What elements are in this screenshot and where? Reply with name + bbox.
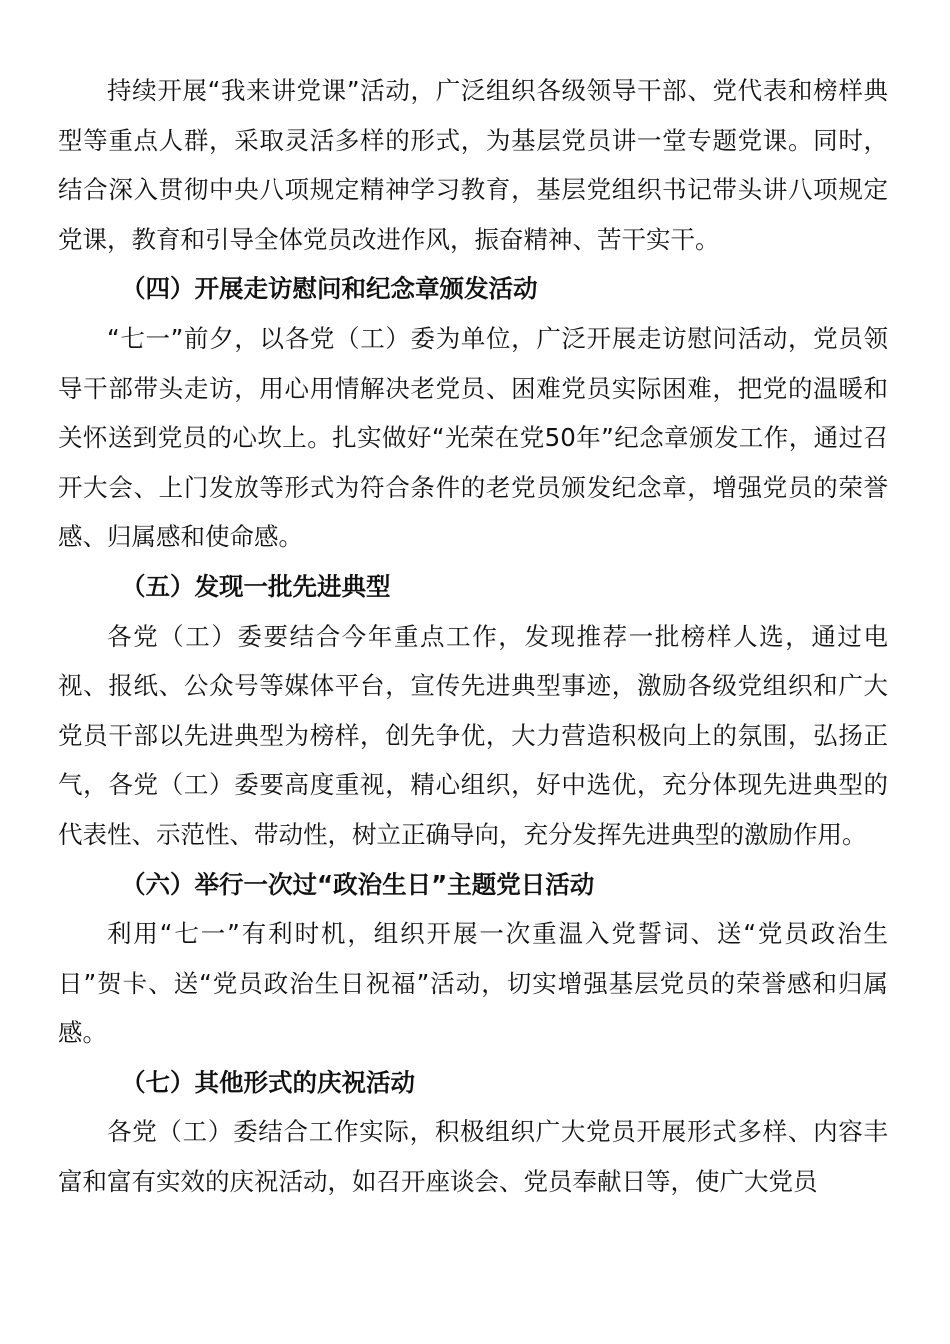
document-body xyxy=(58,66,888,1207)
paragraph-visits-medals: “七一”前夕，以各党（工）委为单位，广泛开展走访慰问活动，党员领导干部带头走访，用心用情解决老党员、困难党员实际困难，把党的温暖和关怀送到党员的心坎上。扎实做好“光荣在党50年”纪念章颁发工作，通过召开大会、上门发放等形式为符合条件的老党员颁发纪念章，增强党员的荣誉感、归属感和使命感。 xyxy=(58,323,888,552)
paragraph-party-lecture: 持续开展“我来讲党课”活动，广泛组织各级领导干部、党代表和榜样典型等重点人群，采取灵活多样的形式，为基层党员讲一堂专题党课。同时，结合深入贯彻中央八项规定精神学习教育，基层党组织书记带头讲八项规定党课，教育和引导全体党员改进作风，振奋精神、苦干实干。 xyxy=(58,76,888,254)
heading-section-5: （五）发现一批先进典型 xyxy=(121,571,391,601)
paragraph-political-birthday: 利用“七一”有利时机，组织开展一次重温入党誓词、送“党员政治生日”贺卡、送“党员政治生日祝福”活动，切实增强基层党员的荣誉感和归属感。 xyxy=(58,919,888,1048)
heading-section-6: （六）举行一次过“政治生日”主题党日活动 xyxy=(121,869,595,899)
paragraph-advanced-models: 各党（工）委要结合今年重点工作，发现推荐一批榜样人选，通过电视、报纸、公众号等媒体平台，宣传先进典型事迹，激励各级党组织和广大党员干部以先进典型为榜样，创先争优，大力营造积极向上的氛围，弘扬正气，各党（工）委要高度重视，精心组织，好中选优，充分体现先进典型的代表性、示范性、带动性，树立正确导向，充分发挥先进典型的激励作用。 xyxy=(58,621,888,849)
heading-section-7: （七）其他形式的庆祝活动 xyxy=(121,1067,415,1097)
heading-section-4: （四）开展走访慰问和纪念章颁发活动 xyxy=(121,274,538,304)
paragraph-other-celebrations: 各党（工）委结合工作实际，积极组织广大党员开展形式多样、内容丰富和富有实效的庆祝活动，如召开座谈会、党员奉献日等，使广大党员 xyxy=(58,1117,888,1197)
